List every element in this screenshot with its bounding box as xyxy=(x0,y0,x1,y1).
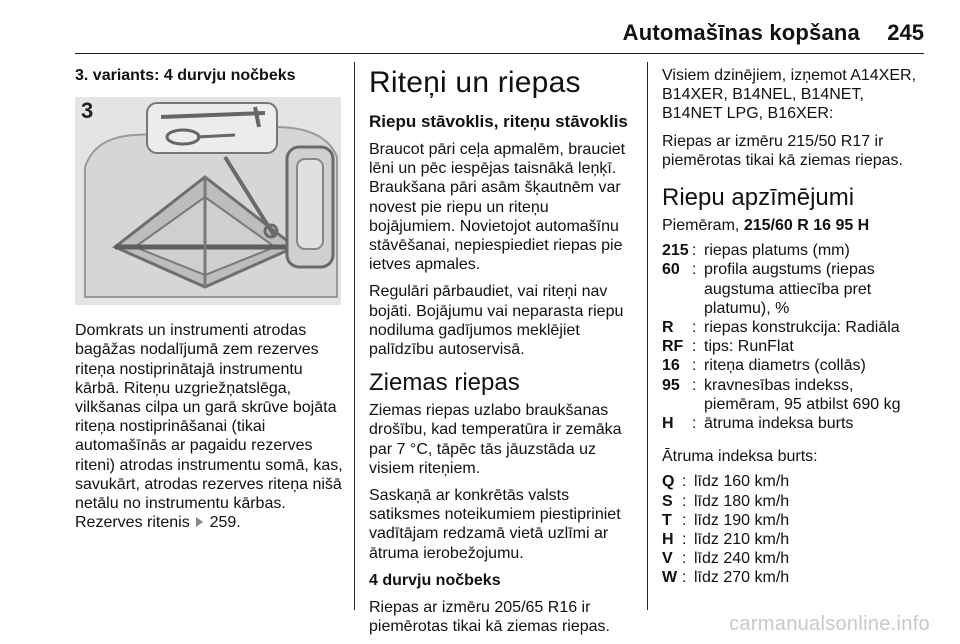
column-divider-2 xyxy=(647,62,648,610)
example-prefix: Piemēram, xyxy=(662,217,740,235)
list-item: Q : līdz 160 km/h xyxy=(662,473,790,491)
example-value: 215/60 R 16 95 H xyxy=(743,217,870,235)
list-item: 95 : kravnesības indekss, piemēram, 95 atbilst 690 kg xyxy=(662,376,901,413)
header-rule xyxy=(75,53,924,54)
speed-index-title: Ātruma indeksa burts: xyxy=(662,448,818,466)
tyre-markings-list xyxy=(662,241,924,433)
list-item: 215 : riepas platums (mm) xyxy=(662,242,850,260)
sedan-subheading: 4 durvju nočbeks xyxy=(369,571,501,589)
list-item: S : līdz 180 km/h xyxy=(662,492,790,510)
list-item: H : ātruma indeksa burts xyxy=(662,415,854,433)
page-header-title: Automašīnas kopšana xyxy=(622,20,860,45)
column-2 xyxy=(369,66,631,644)
list-item: 16 : riteņa diametrs (collās) xyxy=(662,357,866,375)
list-item: H : līdz 210 km/h xyxy=(662,531,790,549)
page-number: 245 xyxy=(887,20,924,45)
column-1 xyxy=(75,66,343,540)
toolkit-paragraph: Domkrats un instrumenti atrodas bagāžas nodalījumā zem rezerves riteņa nostiprinātajā instrumentu kārbā. Riteņu uzgriežņatslēga, vilkšanas cilpa un garā skrūve bojāta riteņa nostiprināšanai (tikai automašīnās ar pagaidu rezerves riteni) atrodas instrumentu somā, kas, savukārt, atrodas rezerves riteņa nišā netālu no instrumentu kārbas. xyxy=(75,322,343,513)
reference-page: 259. xyxy=(209,514,241,532)
list-item: 60 : profila augstums (riepas augstuma attiecība pret platumu), % xyxy=(662,261,875,317)
jack-and-tools-drawing xyxy=(75,97,341,305)
curb-paragraph: Braucot pāri ceļa apmalēm, brauciet lēni un pēc iespējas taisnākā leņķī. Braukšana pāri asām šķautnēm var novest pie riepu un riteņu bojājumiem. Novietojot automašīnu stāvēšanai, nepiespiediet riepas pie ietves apmales. xyxy=(369,141,626,274)
engines-paragraph: Visiem dzinējiem, izņemot A14XER, B14XER, B14NEL, B14NET, B14NET LPG, B16XER: xyxy=(662,67,917,123)
spare-wheel-reference xyxy=(75,513,343,532)
column-3 xyxy=(662,66,924,588)
list-item: T : līdz 190 km/h xyxy=(662,511,790,529)
speed-sticker-paragraph: Saskaņā ar konkrētās valsts satiksmes noteikumiem piestipriniet vadītājam redzamā vietā uzlīmi ar ātruma ierobežojumu. xyxy=(369,487,621,562)
sedan-tyre-paragraph: Riepas ar izmēru 205/65 R16 ir piemērotas tikai kā ziemas riepas. xyxy=(369,599,610,636)
section-heading-wheels-tyres: Riteņi un riepas xyxy=(369,66,581,99)
watermark: carmanualsonline.info xyxy=(729,613,930,635)
tool-kit-illustration xyxy=(75,97,341,305)
list-item: RF : tips: RunFlat xyxy=(662,338,794,356)
winter-tyres-paragraph: Ziemas riepas uzlabo braukšanas drošību, kad temperatūra ir zemāka par 7 °C, tāpēc tās jāuzstāda uz visiem riteņiem. xyxy=(369,402,622,477)
figure-number: 3 xyxy=(81,98,94,124)
column-divider-1 xyxy=(354,62,355,610)
list-item: W : līdz 270 km/h xyxy=(662,569,790,587)
inspection-paragraph: Regulāri pārbaudiet, vai riteņi nav bojāti. Bojājumu vai neparasta riepu nodiluma gadījumos meklējiet palīdzību autoservisā. xyxy=(369,283,624,359)
tyre-markings-heading: Riepu apzīmējumi xyxy=(662,184,855,212)
winter-only-paragraph: Riepas ar izmēru 215/50 R17 ir piemērotas tikai kā ziemas riepas. xyxy=(662,132,903,169)
reference-arrow-icon xyxy=(196,517,203,527)
variant-subheading: 3. variants: 4 durvju nočbeks xyxy=(75,67,296,84)
winter-tyres-heading: Ziemas riepas xyxy=(369,369,520,397)
reference-text: Rezerves ritenis xyxy=(75,514,190,532)
tyre-condition-subheading: Riepu stāvoklis, riteņu stāvoklis xyxy=(369,112,628,131)
speed-index-list xyxy=(662,472,924,587)
list-item: V : līdz 240 km/h xyxy=(662,550,790,568)
list-item: R : riepas konstrukcija: Radiāla xyxy=(662,319,900,337)
example-line xyxy=(662,216,924,235)
